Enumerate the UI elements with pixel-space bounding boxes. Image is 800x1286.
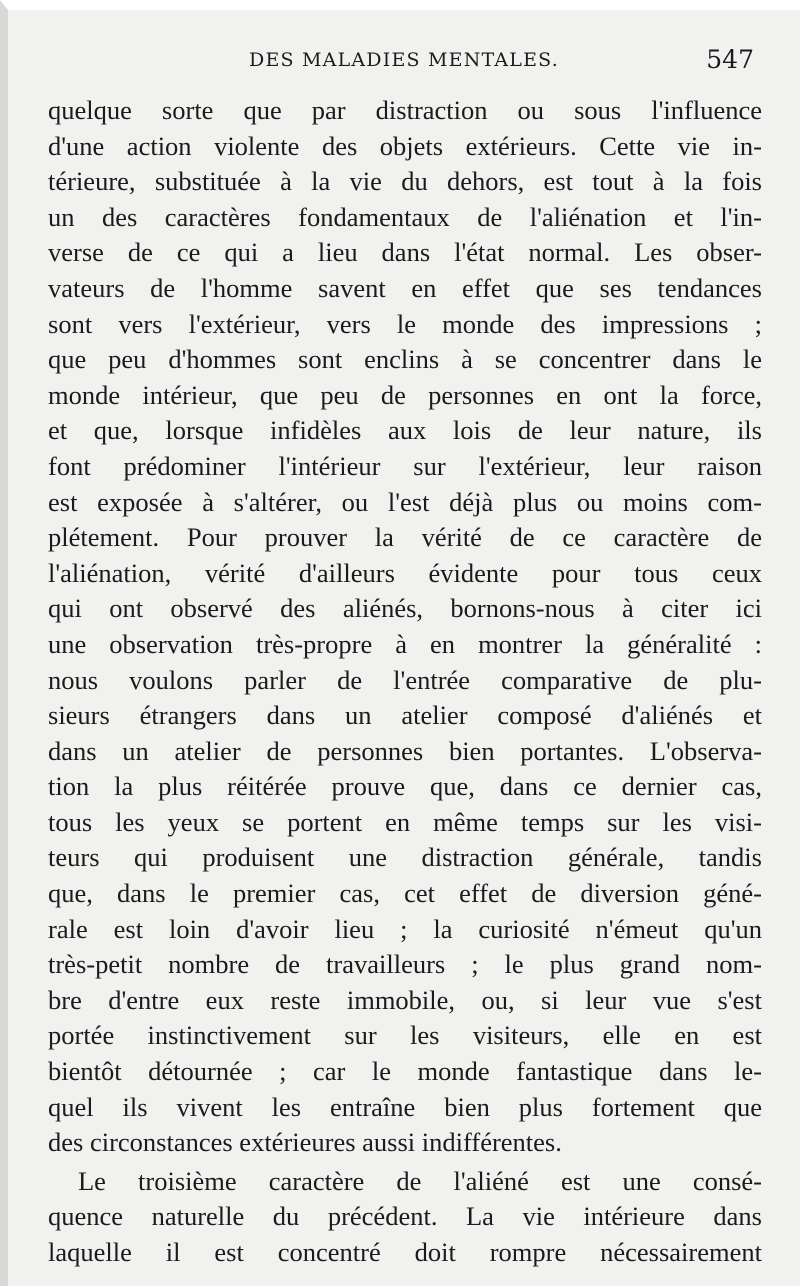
paragraph xyxy=(48,93,762,1161)
text-line: monde intérieur, que peu de personnes en ont la force, xyxy=(48,379,762,410)
text-line: tion la plus réitérée prouve que, dans ce dernier cas, xyxy=(48,771,762,802)
page-number: 547 xyxy=(706,45,754,74)
text-line: plétement. Pour prouver la vérité de ce caractère de xyxy=(48,522,762,553)
text-line: que peu d'hommes sont enclins à se concentrer dans le xyxy=(48,344,762,375)
text-line: Le troisième caractère de l'aliéné est une consé- xyxy=(78,1165,762,1196)
text-line: un des caractères fondamentaux de l'aliénation et l'in- xyxy=(48,201,762,232)
text-line: sont vers l'extérieur, vers le monde des impressions ; xyxy=(48,308,762,339)
text-line: verse de ce qui a lieu dans l'état normal. Les obser- xyxy=(48,237,762,268)
text-line: teurs qui produisent une distraction générale, tandis xyxy=(48,842,762,873)
text-line: dans un atelier de personnes bien portantes. L'observa- xyxy=(48,735,762,766)
text-line: est exposée à s'altérer, ou l'est déjà plus ou moins com- xyxy=(48,486,762,517)
running-head xyxy=(48,45,760,81)
text-line: nous voulons parler de l'entrée comparative de plu- xyxy=(48,664,762,695)
text-line: quelque sorte que par distraction ou sous l'influence xyxy=(48,95,762,125)
text-line: et que, lorsque infidèles aux lois de leur nature, ils xyxy=(48,415,762,446)
text-line: bientôt détournée ; car le monde fantastique dans le- xyxy=(48,1056,762,1087)
text-line: que, dans le premier cas, cet effet de diversion géné- xyxy=(48,878,762,909)
text-line: une observation très-propre à en montrer la généralité : xyxy=(48,628,762,659)
text-line: tous les yeux se portent en même temps sur les visi- xyxy=(48,806,762,837)
paragraph xyxy=(48,1164,762,1271)
text-line: l'aliénation, vérité d'ailleurs évidente pour tous ceux xyxy=(48,557,762,588)
text-line: quel ils vivent les entraîne bien plus fortement que xyxy=(48,1091,762,1122)
body-text xyxy=(48,93,762,1271)
text-line: térieure, substituée à la vie du dehors, est tout à la fois xyxy=(48,166,762,197)
text-line: des circonstances extérieures aussi indifférentes. xyxy=(48,1127,562,1158)
text-line: laquelle il est concentré doit rompre nécessairement xyxy=(48,1237,762,1267)
text-line: bre d'entre eux reste immobile, ou, si leur vue s'est xyxy=(48,984,762,1015)
text-line: portée instinctivement sur les visiteurs, elle en est xyxy=(48,1020,762,1051)
text-line: d'une action violente des objets extérieurs. Cette vie in- xyxy=(48,130,762,161)
text-line: font prédominer l'intérieur sur l'extérieur, leur raison xyxy=(48,450,762,481)
text-line: très-petit nombre de travailleurs ; le plus grand nom- xyxy=(48,949,762,980)
text-line: rale est loin d'avoir lieu ; la curiosité n'émeut qu'un xyxy=(48,913,762,944)
text-line: quence naturelle du précédent. La vie intérieure dans xyxy=(48,1201,762,1232)
text-line: qui ont observé des aliénés, bornons-nous à citer ici xyxy=(48,593,762,624)
text-line: vateurs de l'homme savent en effet que ses tendances xyxy=(48,272,762,303)
running-title: DES MALADIES MENTALES. xyxy=(249,49,559,71)
text-line: sieurs étrangers dans un atelier composé d'aliénés et xyxy=(48,700,762,731)
